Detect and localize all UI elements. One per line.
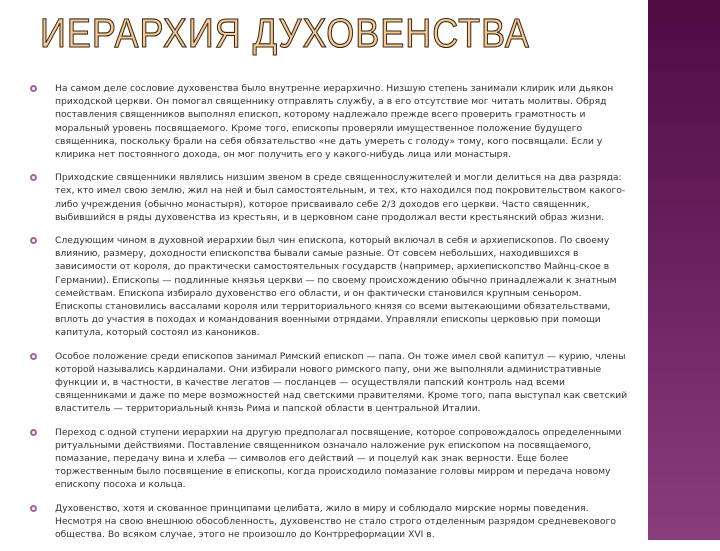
list-item bbox=[28, 350, 628, 416]
paragraph-text: Следующим чином в духовной иерархии был чин епископа, который включал в себя и архиепископов. По своему влиянию, размеру, доходности епископства бывали самые разные. От совсем небольших, находившихся в зависимости от короля, до практически самостоятельных государств (например, архиепископство Майнц-ское в Германии). Епископы — подлинные князья церкви — по своему происхождению обычно принадлежали к знатным семействам. Епископа избирало духовенство его области, и он фактически становился крупным сеньором. Епископы становились вассалами короля или территориального князя со всеми вытекающими обязательствами, вплоть до участия в походах и командования военными отрядами. Управляли епископы церковью при помощи капитула, который состоял из каноников. bbox=[55, 235, 617, 339]
bullet-icon bbox=[30, 505, 37, 512]
bullet-list bbox=[28, 82, 628, 551]
list-item bbox=[28, 171, 628, 224]
paragraph-text: Переход с одной ступени иерархии на другую предполагал посвящение, которое сопровождалось определенными ритуальными действиями. Поставление священником означало наложение рук епископом на посвящаемого, помазание, передачу вина и хлеба — символов его действий — и поцелуй как знак верности. Еще более торжественным было посвящение в епископы, когда происходило помазание головы мирром и передача новому епископу посоха и кольца. bbox=[55, 426, 622, 491]
slide-title: ИЕРАРХИЯ ДУХОВЕНСТВА bbox=[40, 10, 530, 56]
paragraph-text: Приходские священники являлись низшим звеном в среде священнослужителей и могли делиться на два разряда: тех, кто имел свою землю, жил на ней и был самостоятельным, и тех, кто находился под покровительством какого-либо учреждения (обычно монастыря), которое присваивало себе 2/3 доходов его церкви. Часто священник, выбившийся в ряды духовенства из крестьян, и в церковном сане продолжал вести крестьянский образ жизни. bbox=[55, 172, 626, 223]
list-item bbox=[28, 234, 628, 340]
list-item bbox=[28, 82, 628, 161]
paragraph-text: Духовенство, хотя и скованное принципами целибата, жило в миру и соблюдало мирские нормы поведения. Несмотря на свою внешнюю обособленность, духовенство не стало строго отделенным разрядом средневекового общества. Во всяком случае, этого не произошло до Контрреформации XVI в. bbox=[55, 502, 616, 541]
decorative-side-bar bbox=[648, 0, 720, 540]
bullet-icon bbox=[30, 237, 37, 244]
paragraph-text: Особое положение среди епископов занимал Римский епископ — папа. Он тоже имел свой капитул — курию, члены которой назывались кардиналами. Они избирали нового римского папу, они же выполняли административные функции и, в частности, в качестве легатов — посланцев — осуществляли папский контроль над всеми священниками и даже по мере возможностей над светскими правителями. Кроме того, папа выступал как светский властитель — территориальный князь Рима и папской области в центральной Италии. bbox=[55, 350, 628, 415]
bullet-icon bbox=[30, 174, 37, 181]
bullet-icon bbox=[30, 85, 37, 92]
paragraph-text: На самом деле сословие духовенства было внутренне иерархично. Низшую степень занимали клирик или дьякон приходской церкви. Он помогал священнику отправлять службу, а в его отсутствие мог читать молитвы. Обряд поставления священников выполнял епископ, которому надлежало прежде всего проверить грамотность и моральный уровень посвящаемого. Кроме того, епископы проверяли имущественное положение будущего священника, поскольку брали на себя обязательство «не дать умереть с голоду» тому, кого посвящали. Если у клирика нет постоянного дохода, он мог получить его у какого-нибудь лица или монастыря. bbox=[55, 83, 614, 161]
bullet-icon bbox=[30, 429, 37, 436]
bullet-icon bbox=[30, 353, 37, 360]
list-item bbox=[28, 502, 628, 542]
list-item bbox=[28, 426, 628, 492]
